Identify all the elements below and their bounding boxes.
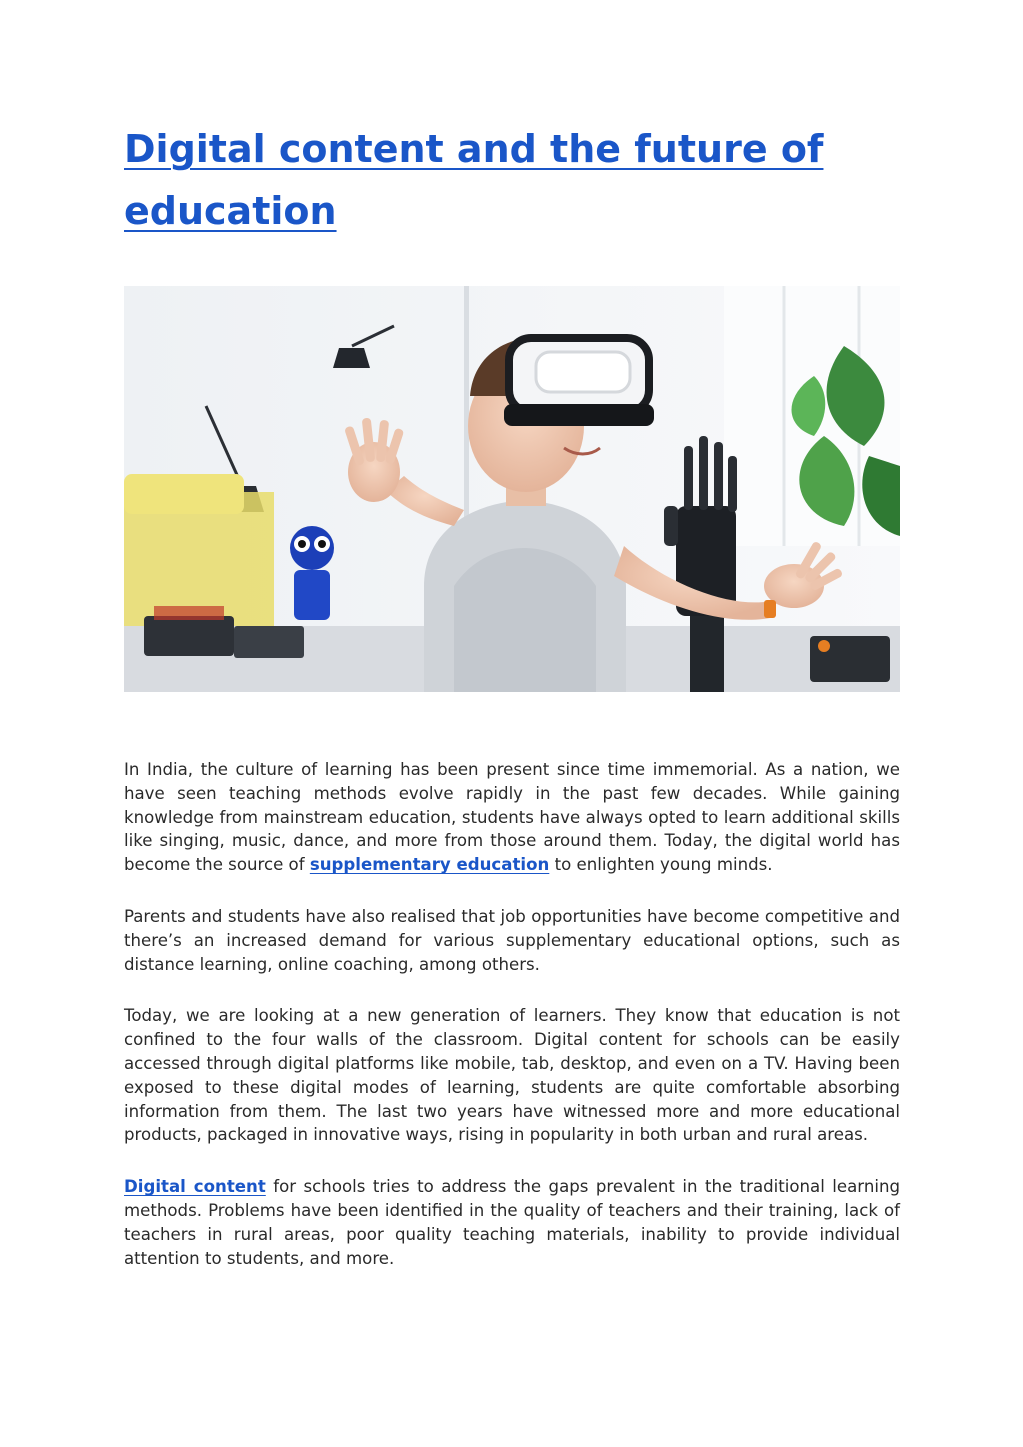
paragraph-1 xyxy=(124,758,900,877)
title-line-1: Digital content and the future of xyxy=(124,127,824,171)
paragraph-2: Parents and students have also realised that job opportunities have become competitive and there’s an increased demand for various supplementary educational options, such as distance learning, online coaching, among others. xyxy=(124,906,900,974)
paragraph-3: Today, we are looking at a new generation of learners. They know that education is not confined to the four walls of the classroom. Digital content for schools can be easily accessed through digital platforms like mobile, tab, desktop, and even on a TV. Having been exposed to these digital modes of learning, students are quite comfortable absorbing information from them. The last two years have witnessed more and more educational products, packaged in innovative ways, rising in popularity in both urban and rural areas. xyxy=(124,1006,900,1145)
paragraph-1-tail: to enlighten young minds. xyxy=(549,855,773,875)
paragraph-4 xyxy=(124,1175,900,1270)
paragraph-4-text: for schools tries to address the gaps prevalent in the traditional learning methods. Problems have been identified in the quality of teachers and their training, lack of teachers in rural areas, poor quality teaching materials, inability to provide individual attention to students, and more. xyxy=(124,1177,900,1268)
article-body xyxy=(124,758,900,1298)
vr-child-illustration xyxy=(124,286,900,692)
article-title-link[interactable] xyxy=(124,127,823,233)
paragraph-1-text: In India, the culture of learning has been present since time immemorial. As a nation, we have seen teaching methods evolve rapidly in the past few decades. While gaining knowledge from mainstream education, students have always opted to learn additional skills like singing, music, dance, and more from those around them. Today, the digital world has become the source of xyxy=(124,760,900,875)
article-title xyxy=(124,118,900,242)
supplementary-education-link[interactable]: supplementary education xyxy=(309,855,550,875)
digital-content-link[interactable]: Digital content xyxy=(124,1177,266,1197)
title-line-2: education xyxy=(124,189,337,233)
hero-image xyxy=(124,286,900,692)
